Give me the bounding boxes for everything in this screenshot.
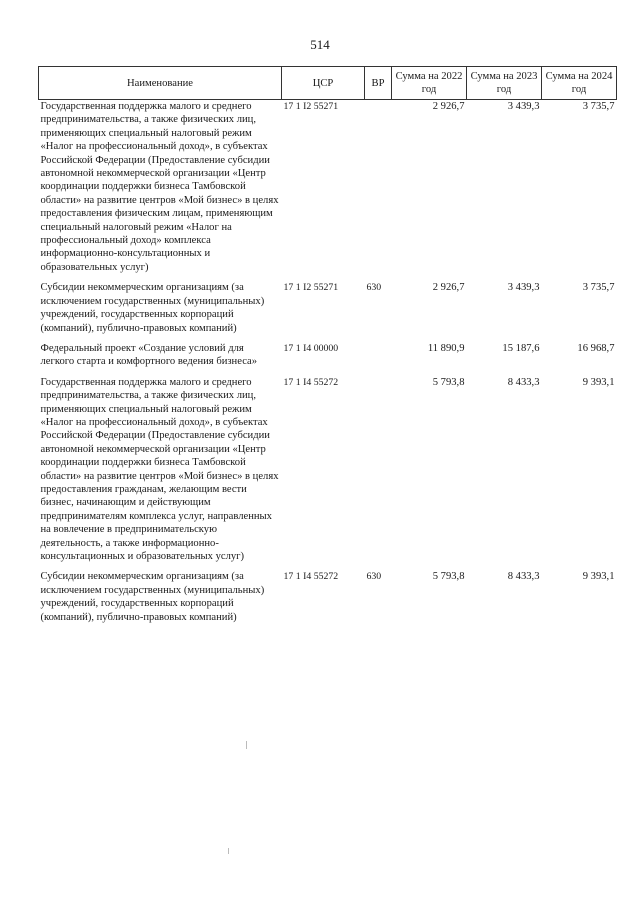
row-name: Субсидии некоммерческим организациям (за исключением государственных (муниципальных) учреждений, государственных корпораций (компаний), публично-правовых компаний)	[40, 282, 265, 334]
row-csr: 17 1 I4 55272	[283, 571, 339, 583]
row-vr: 630	[366, 282, 382, 294]
row-sum-2022: 2 926,7	[432, 282, 465, 294]
budget-table	[38, 66, 617, 631]
table-header	[39, 67, 617, 100]
page-number: 514	[310, 37, 330, 52]
row-vr	[365, 342, 392, 376]
table-row	[39, 281, 617, 342]
row-name: Государственная поддержка малого и среднего предпринимательства, а также физических лиц, применяющих специальный налоговый режим «Налог на профессиональный доход», в субъектах Российской Федерации (Предоставление субсидии автономной некоммерческой организации «Центр координации поддержки бизнеса Тамбовской области» на развитие центров «Мой бизнес» в целях предоставления физическим лицам, применяющим специальный налоговый режим «Налог на профессиональный доход» комплекса информационно-консультационных и образовательных услуг)	[40, 101, 279, 273]
row-sum-2024: 9 393,1	[582, 571, 615, 583]
row-sum-2023: 3 439,3	[507, 101, 540, 112]
header-name: Наименование	[39, 67, 282, 100]
row-sum-2022: 5 793,8	[432, 376, 465, 388]
header-2023: Сумма на 2023 год	[467, 67, 542, 100]
row-sum-2023: 8 433,3	[507, 571, 540, 583]
row-csr: 17 1 I4 00000	[283, 342, 339, 354]
row-vr	[365, 376, 392, 571]
row-sum-2024: 3 735,7	[582, 101, 615, 112]
table-row	[39, 376, 617, 571]
row-vr	[365, 100, 392, 282]
row-sum-2023: 8 433,3	[507, 376, 540, 388]
row-csr: 17 1 I4 55272	[283, 376, 339, 388]
row-sum-2022: 11 890,9	[427, 342, 465, 354]
row-sum-2022: 5 793,8	[432, 571, 465, 583]
scan-artifact	[228, 848, 229, 854]
header-2022: Сумма на 2022 год	[392, 67, 467, 100]
row-sum-2023: 3 439,3	[507, 282, 540, 294]
row-sum-2022: 2 926,7	[432, 101, 465, 112]
table-row	[39, 100, 617, 282]
row-sum-2024: 9 393,1	[582, 376, 615, 388]
table-row	[39, 570, 617, 631]
scan-artifact	[246, 741, 247, 749]
row-name: Государственная поддержка малого и среднего предпринимательства, а также физических лиц, применяющих специальный налоговый режим «Налог на профессиональный доход», в субъектах Российской Федерации (Предоставление субсидии автономной некоммерческой организации «Центр координации поддержки бизнеса Тамбовской области» на развитие центров «Мой бизнес» в целях предоставления гражданам, желающим вести бизнес, начинающим и действующим предпринимателям комплекса услуг, направленных на вовлечение в предпринимательскую деятельность, а также информационно-консультационных и образовательных услуг)	[40, 376, 279, 562]
row-csr: 17 1 I2 55271	[283, 101, 339, 112]
row-sum-2024: 16 968,7	[577, 342, 615, 354]
table-body	[39, 100, 617, 632]
row-name: Субсидии некоммерческим организациям (за исключением государственных (муниципальных) учреждений, государственных корпораций (компаний), публично-правовых компаний)	[40, 571, 265, 623]
table-row	[39, 342, 617, 376]
row-csr: 17 1 I2 55271	[283, 282, 339, 294]
header-csr: ЦСР	[282, 67, 365, 100]
row-sum-2023: 15 187,6	[502, 342, 540, 354]
row-vr: 630	[366, 571, 382, 583]
header-vr: ВР	[365, 67, 392, 100]
row-sum-2024: 3 735,7	[582, 282, 615, 294]
row-name: Федеральный проект «Создание условий для легкого старта и комфортного ведения бизнеса»	[40, 342, 258, 368]
header-2024: Сумма на 2024 год	[542, 67, 617, 100]
